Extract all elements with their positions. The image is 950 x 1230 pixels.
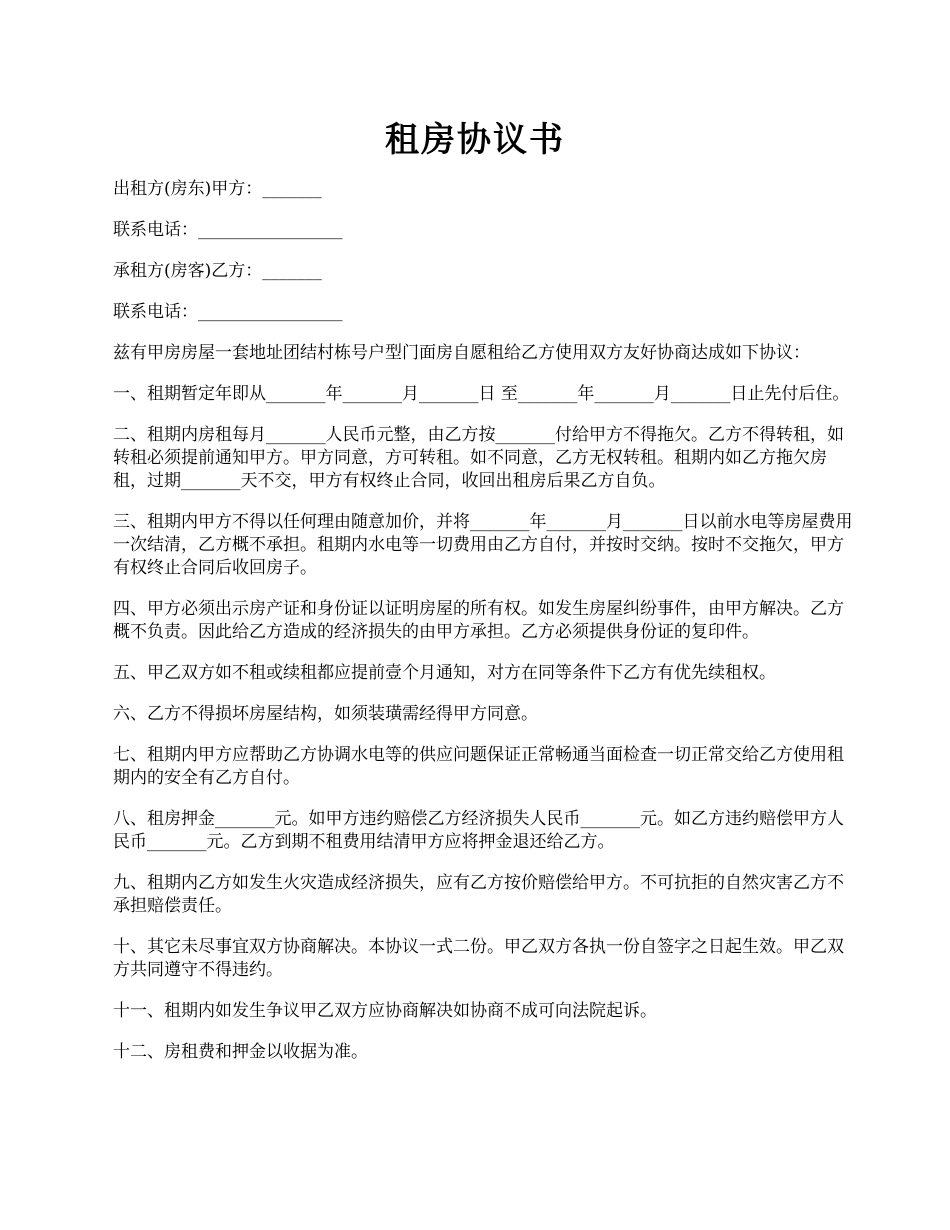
tenant-phone-field: 联系电话：_________________ bbox=[113, 302, 343, 322]
clause-11: 十一、租期内如发生争议甲乙双方应协商解决如协商不成可向法院起诉。 bbox=[113, 1001, 657, 1021]
intro-paragraph: 兹有甲房房屋一套地址团结村栋号户型门面房自愿租给乙方使用双方友好协商达成如下协议： bbox=[113, 343, 810, 363]
clause-3: 三、租期内甲方不得以任何理由随意加价，并将_______年_______月_______日以前水电等房屋费用一次结清，乙方概不承担。租期内水电等一切费用由乙方自付，并按时交纳。按时不交拖欠，甲方有权终止合同后收回房子。 bbox=[113, 512, 853, 578]
clause-9: 九、租期内乙方如发生火灾造成经济损失，应有乙方按价赔偿给甲方。不可抗拒的自然灾害乙方不承担赔偿责任。 bbox=[113, 873, 844, 916]
clause-6: 六、乙方不得损坏房屋结构，如须装璜需经得甲方同意。 bbox=[113, 704, 538, 724]
clause-12: 十二、房租费和押金以收据为准。 bbox=[113, 1042, 368, 1062]
clause-10: 十、其它未尽事宜双方协商解决。本协议一式二份。甲乙双方各执一份自签字之日起生效。甲乙双方共同遵守不得违约。 bbox=[113, 937, 844, 980]
tenant-field: 承租方(房客)乙方：_______ bbox=[113, 261, 322, 281]
clause-2: 二、租期内房租每月_______人民币元整，由乙方按_______付给甲方不得拖欠。乙方不得转租，如转租必须提前通知甲方。甲方同意，方可转租。如不同意，乙方无权转租。租期内如乙方拖欠房租，过期_______天不交，甲方有权终止合同，收回出租房后果乙方自负。 bbox=[113, 425, 844, 491]
clause-7: 七、租期内甲方应帮助乙方协调水电等的供应问题保证正常畅通当面检查一切正常交给乙方使用租期内的安全有乙方自付。 bbox=[113, 745, 844, 788]
document-title: 租房协议书 bbox=[385, 120, 565, 160]
clause-1: 一、租期暂定年即从_______年_______月_______日 至_______年_______月_______日止先付后住。 bbox=[113, 384, 850, 404]
clause-5: 五、甲乙双方如不租或续租都应提前壹个月通知，对方在同等条件下乙方有优先续租权。 bbox=[113, 663, 776, 683]
document-body bbox=[113, 178, 853, 1082]
clause-4: 四、甲方必须出示房产证和身份证以证明房屋的所有权。如发生房屋纠纷事件，由甲方解决。乙方概不负责。因此给乙方造成的经济损失的由甲方承担。乙方必须提供身份证的复印件。 bbox=[113, 599, 844, 642]
clause-8: 八、租房押金_______元。如甲方违约赔偿乙方经济损失人民币_______元。如乙方违约赔偿甲方人民币_______元。乙方到期不租费用结清甲方应将押金退还给乙方。 bbox=[113, 809, 844, 852]
landlord-phone-field: 联系电话：_________________ bbox=[113, 220, 343, 240]
landlord-field: 出租方(房东)甲方：_______ bbox=[113, 179, 322, 199]
